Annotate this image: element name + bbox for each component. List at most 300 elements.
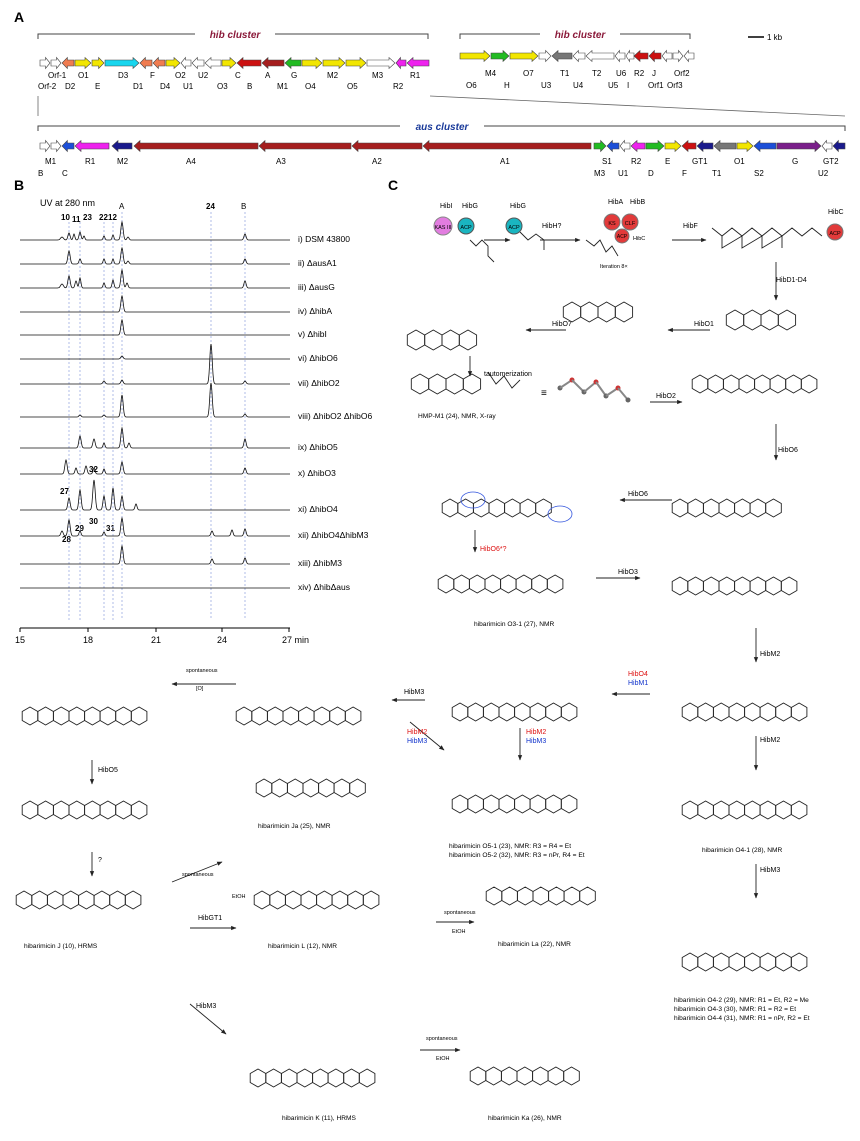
trace-label: iv) ΔhibA [298, 306, 333, 316]
gene-label: U5 [608, 81, 619, 90]
ring [682, 703, 698, 721]
ring [719, 499, 735, 517]
gene-label: R2 [393, 82, 404, 91]
ring [22, 801, 38, 819]
ring [532, 575, 548, 593]
gene-arrow [153, 58, 165, 69]
enzyme-label: HibO5 [98, 767, 118, 774]
ring [698, 703, 714, 721]
trace-label: ix) ΔhibO5 [298, 442, 338, 452]
ring [760, 801, 776, 819]
hibg-label: HibG [462, 203, 478, 210]
chromatogram-trace [20, 296, 290, 312]
trace-label: v) ΔhibI [298, 329, 327, 339]
compound-caption: hibarimicin O3-1 (27), NMR [474, 621, 555, 628]
gene-label: E [665, 157, 671, 166]
compound-caption: hibarimicin L (12), NMR [268, 943, 338, 950]
side-chain [520, 232, 544, 250]
gene-label: U1 [183, 82, 194, 91]
ring [723, 375, 739, 393]
trace-label: xiv) ΔhibΔaus [298, 582, 350, 592]
ring [85, 801, 101, 819]
gene-arrow [75, 58, 91, 69]
peak-label: 29 [75, 524, 84, 533]
chromatogram-trace [20, 222, 290, 240]
gene-label: B [38, 169, 44, 178]
gene-label: Orf-1 [48, 71, 67, 80]
enzyme-label: HibO3 [618, 569, 638, 576]
gene-label: Orf-2 [38, 82, 57, 91]
gene-arrow [423, 141, 591, 152]
ring [429, 374, 446, 394]
ring [313, 1069, 329, 1087]
acp-label-4: ACP [829, 231, 841, 237]
peak-label: 31 [106, 524, 115, 533]
gene-label: O4 [305, 82, 316, 91]
trace-label: xii) ΔhibO4ΔhibM3 [298, 530, 369, 540]
ring [729, 953, 745, 971]
side-chain [586, 240, 618, 256]
ring [791, 953, 807, 971]
ring [766, 577, 782, 595]
ring [581, 302, 598, 322]
reaction-arrows [92, 240, 776, 1050]
ring [546, 795, 562, 813]
x-ticks [20, 628, 289, 632]
gene-arrow [62, 58, 74, 69]
ring [442, 330, 459, 350]
ring [332, 891, 348, 909]
side-chain [712, 228, 822, 236]
gene-label: U2 [818, 169, 829, 178]
ring [515, 795, 531, 813]
ring [438, 575, 454, 593]
chromatogram-trace [20, 270, 290, 288]
gene-arrow [586, 51, 614, 62]
ring [598, 302, 615, 322]
ring [501, 575, 516, 593]
gene-arrow [620, 141, 630, 152]
ring [330, 707, 346, 725]
enzyme-label: HibF [683, 223, 698, 230]
enzyme-label: HibM2 [526, 729, 547, 736]
ring [549, 887, 565, 905]
ring [85, 707, 101, 725]
gene-label: D2 [65, 82, 76, 91]
ring [755, 375, 771, 393]
gene-label: D3 [118, 71, 129, 80]
gene-arrow [673, 51, 683, 62]
ring [713, 953, 729, 971]
enzyme-label: HibO7 [552, 321, 572, 328]
enzyme-label: HibGT1 [198, 915, 223, 922]
ring [463, 374, 480, 394]
ring [131, 801, 147, 819]
ring [517, 887, 533, 905]
etoh-label: EtOH [452, 929, 466, 935]
ring [760, 953, 776, 971]
eq-label: ≡ [541, 388, 547, 399]
ring [726, 310, 743, 330]
gene-arrow [682, 141, 696, 152]
ring [776, 703, 792, 721]
zoom-line-right [430, 96, 845, 116]
ring [348, 891, 364, 909]
ring [615, 302, 632, 322]
atom [626, 398, 631, 403]
chromatogram-trace [20, 518, 290, 536]
ring [446, 374, 463, 394]
acp-label-2: ACP [508, 225, 520, 231]
gene-arrow [539, 51, 551, 62]
kas-iii-label: KAS III [434, 225, 452, 231]
gene-label: GT1 [692, 157, 708, 166]
ring [688, 499, 704, 517]
gene-arrow [634, 51, 648, 62]
scale-label: 1 kb [767, 33, 783, 42]
ring [468, 703, 484, 721]
gene-arrow [51, 58, 61, 69]
ring [692, 375, 708, 393]
gene-arrow [112, 141, 132, 152]
gene-arrow [62, 141, 74, 152]
gene-arrow [396, 58, 406, 69]
peak-label: 11 [72, 215, 81, 224]
ring [745, 801, 761, 819]
peak-label: 24 [206, 202, 215, 211]
ring [38, 707, 54, 725]
gene-label: C [235, 71, 241, 80]
gene-label: O1 [734, 157, 745, 166]
ring [131, 707, 147, 725]
ring [776, 953, 792, 971]
gene-arrow [631, 141, 645, 152]
gene-arrow [51, 141, 61, 152]
gene-label: H [504, 81, 510, 90]
gene-label: M2 [117, 157, 129, 166]
ring [38, 801, 54, 819]
x-tick-label: 27 min [282, 635, 310, 645]
compound-caption: hibarimicin O4-4 (31), NMR: R1 = nPr, R2 = Et [674, 1015, 810, 1022]
gene-arrow [75, 141, 109, 152]
compound-captions [24, 413, 810, 1122]
gene-label: D [648, 169, 654, 178]
ring [791, 703, 807, 721]
ring [745, 953, 761, 971]
molecule [470, 1067, 579, 1085]
chromatogram-trace [20, 428, 290, 448]
trace-label: vi) ΔhibO6 [298, 353, 338, 363]
ring [548, 1067, 564, 1085]
chromatogram-traces [20, 222, 290, 588]
taut-label: tautomerization [484, 371, 532, 378]
molecule [22, 801, 147, 819]
ring [766, 499, 782, 517]
enzyme-label: HibH? [542, 223, 562, 230]
hib-cluster-1-label: hib cluster [209, 30, 261, 41]
ring [452, 795, 468, 813]
ring [125, 891, 141, 909]
molecule [442, 499, 551, 517]
ring [270, 891, 286, 909]
hib-cluster-1-genes [40, 58, 429, 69]
molecule [672, 577, 797, 595]
gene-label: A1 [500, 157, 510, 166]
gene-label: Orf3 [667, 81, 683, 90]
ring [515, 703, 531, 721]
enzyme-label: HibM3 [526, 738, 547, 745]
ring [801, 375, 817, 393]
ring [698, 801, 714, 819]
molecule [682, 801, 807, 819]
molecule [452, 703, 577, 721]
hiba-label: HibA [608, 199, 624, 206]
ring [760, 703, 776, 721]
peak-label: 32 [89, 465, 98, 474]
spontaneous-label: spontaneous [182, 872, 214, 878]
gene-label: M3 [594, 169, 606, 178]
enzyme-label: HibO6 [628, 491, 648, 498]
gene-label: T1 [712, 169, 722, 178]
chromatogram-trace [20, 460, 290, 474]
ring [778, 310, 795, 330]
peak-label: 23 [83, 213, 92, 222]
ring [703, 577, 719, 595]
ring [729, 703, 745, 721]
pks-domains [434, 199, 844, 270]
oxidation-label: [O] [196, 686, 204, 692]
enzyme-label: HibM2 [760, 737, 781, 744]
gene-arrow [754, 141, 776, 152]
gene-arrow [684, 51, 694, 62]
gene-label: F [150, 71, 155, 80]
gene-arrow [237, 58, 261, 69]
ring [713, 703, 729, 721]
uv-title: UV at 280 nm [40, 198, 96, 208]
ring [485, 575, 501, 593]
ring [53, 707, 69, 725]
hibb-label: HibB [630, 199, 646, 206]
molecule [563, 302, 632, 322]
gene-label: T2 [592, 69, 602, 78]
compound-caption: hibarimicin K (11), HRMS [282, 1115, 356, 1122]
chromatogram-trace [20, 320, 290, 335]
ring [530, 795, 546, 813]
molecule [22, 707, 147, 725]
ring [328, 1069, 344, 1087]
gene-label: O5 [347, 82, 358, 91]
ring [536, 499, 552, 517]
gene-arrow [407, 58, 429, 69]
ring [287, 779, 303, 797]
ring [563, 302, 580, 322]
gene-arrow [134, 141, 258, 152]
gene-arrow [367, 58, 395, 69]
gene-arrow [205, 58, 221, 69]
gene-label: O7 [523, 69, 534, 78]
ring [486, 887, 502, 905]
bond [572, 380, 584, 392]
gene-label: D4 [160, 82, 171, 91]
trace-label: x) ΔhibO3 [298, 468, 336, 478]
gene-label: A [265, 71, 271, 80]
gene-label: M4 [485, 69, 497, 78]
ring [516, 575, 532, 593]
gene-label: O6 [466, 81, 477, 90]
ring [791, 801, 807, 819]
gene-label: B [247, 82, 253, 91]
ring [499, 703, 515, 721]
ring [116, 707, 132, 725]
ring [350, 779, 366, 797]
ring [486, 1067, 502, 1085]
ring [116, 801, 132, 819]
etoh-label: EtOH [232, 894, 246, 900]
clf-label: CLF [624, 221, 636, 227]
gene-label: R1 [410, 71, 421, 80]
gene-label: A4 [186, 157, 196, 166]
gene-arrow [697, 141, 713, 152]
ring [317, 891, 333, 909]
ring [411, 374, 428, 394]
ring [547, 575, 563, 593]
side-chain [722, 236, 782, 248]
gene-label: S2 [754, 169, 764, 178]
gene-arrow [833, 141, 845, 152]
ring [285, 891, 301, 909]
gene-arrow [822, 141, 832, 152]
gene-arrow [105, 58, 139, 69]
ring [334, 779, 350, 797]
reaction-arrow [410, 722, 444, 750]
retention-guides [69, 212, 245, 620]
gene-arrow [460, 51, 490, 62]
molecule [407, 330, 476, 350]
biosynthetic-pathway-panel [16, 199, 843, 1122]
trace-labels [298, 234, 372, 592]
ring [256, 779, 272, 797]
ring [770, 375, 786, 393]
aus-cluster-genes [40, 141, 845, 152]
gene-label: G [792, 157, 799, 166]
chromatogram-trace [20, 383, 290, 417]
x-tick-label: 15 [15, 635, 26, 645]
enzyme-label: HibO4 [628, 671, 648, 678]
iteration-label: Iteration 8× [600, 264, 628, 270]
gene-label: G [291, 71, 298, 80]
peak-label: A [119, 202, 125, 211]
gene-label: E [95, 82, 101, 91]
gene-label: C [62, 169, 68, 178]
ring [533, 1067, 549, 1085]
ring [739, 375, 755, 393]
ring [735, 577, 751, 595]
gene-arrow [140, 58, 152, 69]
ring [561, 703, 577, 721]
ring [672, 499, 688, 517]
gene-label: U2 [198, 71, 209, 80]
aus-cluster-labels [38, 157, 839, 178]
ring [281, 1069, 297, 1087]
ring [442, 499, 458, 517]
gene-label: M1 [45, 157, 57, 166]
enzyme-label: HibO6*? [480, 546, 507, 553]
ring [345, 707, 361, 725]
ring [703, 499, 719, 517]
ring [505, 499, 520, 517]
ring [254, 891, 270, 909]
gene-arrow [491, 51, 509, 62]
ring [468, 795, 484, 813]
gene-label: R1 [85, 157, 96, 166]
molecule [682, 703, 807, 721]
ring [682, 801, 698, 819]
ring [489, 499, 505, 517]
gene-label: J [652, 69, 656, 78]
enzyme-label: HibM2 [407, 729, 428, 736]
ring [564, 887, 580, 905]
ring [750, 577, 766, 595]
gene-label: I [627, 81, 630, 90]
bond [596, 382, 606, 396]
ring [283, 707, 299, 725]
ring [530, 703, 546, 721]
compound-caption: hibarimicin O4-1 (28), NMR [702, 847, 783, 854]
trace-label: i) DSM 43800 [298, 234, 350, 244]
enzyme-label: HibM3 [404, 689, 425, 696]
gene-arrow [662, 51, 672, 62]
enzyme-label: HibM2 [760, 651, 781, 658]
ring [314, 707, 330, 725]
ring [688, 577, 704, 595]
ring [708, 375, 724, 393]
ring [744, 310, 761, 330]
molecule [452, 795, 577, 813]
gene-arrow [352, 141, 422, 152]
ring [750, 499, 766, 517]
ring [79, 891, 95, 909]
hplc-chromatogram-panel [15, 198, 372, 645]
ring [32, 891, 48, 909]
ring [363, 891, 379, 909]
hib-cluster-2-label: hib cluster [554, 30, 606, 41]
gene-cluster-panel [38, 27, 845, 178]
ring [94, 891, 110, 909]
hib-cluster-2-genes [460, 51, 694, 62]
ring [745, 703, 761, 721]
gene-arrow [607, 141, 619, 152]
ring [499, 795, 515, 813]
gene-arrow [166, 58, 180, 69]
ring [267, 707, 283, 725]
molecule [672, 499, 781, 517]
hib-cluster-2-labels [466, 69, 690, 90]
gene-arrow [346, 58, 366, 69]
peak-label: 10 [61, 213, 70, 222]
ring [452, 703, 468, 721]
gene-label: M2 [327, 71, 339, 80]
enzyme-label: HibM1 [628, 680, 649, 687]
ring [459, 330, 476, 350]
gene-arrow [737, 141, 753, 152]
ring [469, 575, 485, 593]
trace-label: xi) ΔhibO4 [298, 504, 338, 514]
gene-label: R2 [631, 157, 642, 166]
peak-label: 28 [62, 535, 71, 544]
ring [698, 953, 714, 971]
ring [266, 1069, 282, 1087]
ring [303, 779, 319, 797]
